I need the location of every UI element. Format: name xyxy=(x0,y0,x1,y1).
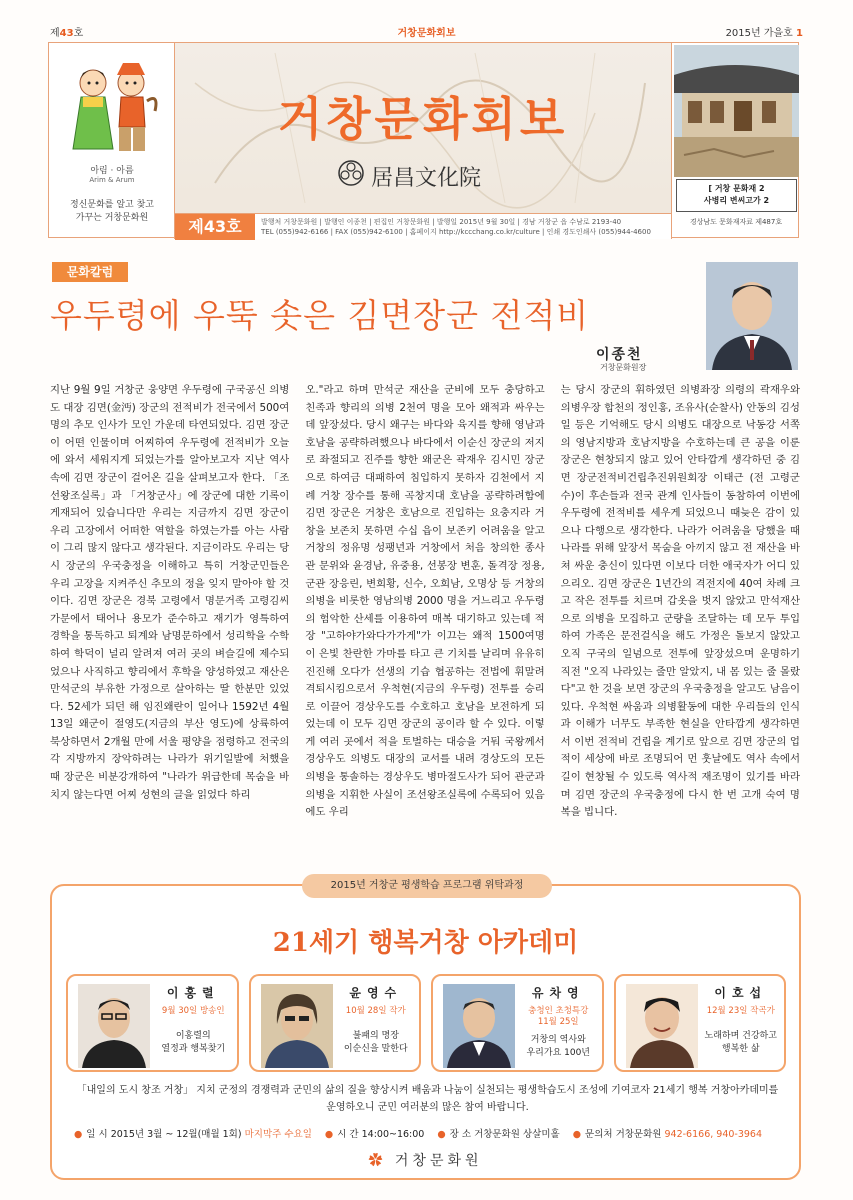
speaker-date: 12월 23일 작곡가 xyxy=(706,1006,775,1016)
speaker-date-line: 11월 25일 xyxy=(537,1017,579,1027)
masthead xyxy=(48,42,799,238)
slogan-line-2: 가꾸는 거창문화원 xyxy=(75,213,149,223)
speaker-list xyxy=(66,974,786,1072)
speaker-name: 이홍렬 xyxy=(166,986,220,1000)
schedule-time xyxy=(325,1129,424,1140)
heritage-designation: 경상남도 문화재자료 제487호 xyxy=(689,218,783,226)
author-role: 거창문화원장 xyxy=(600,363,647,372)
title-panel xyxy=(175,43,671,239)
column-badge: 문화칼럼 xyxy=(52,262,128,282)
speaker-topic xyxy=(337,1030,416,1056)
place-value: 거창문화원 상살미홀 xyxy=(474,1129,560,1140)
speaker-card xyxy=(249,974,422,1072)
bullet-icon: ● xyxy=(572,1129,582,1140)
heritage-photo-panel xyxy=(671,43,800,239)
bullet-icon: ● xyxy=(74,1129,83,1140)
page-number: 1 xyxy=(796,28,803,39)
schedule-contact xyxy=(573,1129,762,1140)
schedule-place xyxy=(437,1129,559,1140)
author-name: 이종천 xyxy=(596,347,643,363)
speaker-photo xyxy=(626,984,698,1068)
time-value: 14:00~16:00 xyxy=(361,1129,425,1140)
heritage-caption-title: 사병리 변씨고가 2 xyxy=(703,196,770,205)
article-column-1: 지난 9월 9일 거창군 웅양면 우두령에 구국공신 의병도 대장 김면(金沔) 장군의 전적비가 전국에서 500여 명의 추모 인사가 모인 가운데 타연되었다. 김면 장군이 어떤 인물이며 어찌하여 우두령에 전적비가 오늘에 와서 세워지게 되었는가를 알아보고자 지난 역사 속에 김면 장군이 걸어온 길을 살펴보고자 한다. 「조선왕조실록」과 「거창군사」에 장군에 대한 기록이 게재되어 있습니다만 우리는 지금까지 김면 장군이 우리 고장에서 어떠한 역할을 하였는가를 아는 사람이 그리 많지 않다고 생각된다. 지금이라도 우리는 당시 장군의 우국충정을 이해하고 특히 거창군민들은 우리 고장을 지켜주신 추모의 정을 잊지 말아야 할 것이다. 김면 장군은 경북 고령에서 명문거족 고령김씨 가문에서 태어나 용모가 준수하고 재기가 영특하여 경학을 통독하고 퇴계와 남명문하에서 성리학을 수학하여 학덕이 널리 알려져 여러 곳의 벼슬길에 제수되었으나 사직하고 향리에서 후학을 양성하였고 재산은 만석군의 부유한 가정으로 살아하는 딸 한분만 있었다. 52세가 되던 해 임진왜란이 일어나 1592년 4월 13일 왜군이 절영도(지금의 부산 영도)에 상륙하여 북상하면서 2개월 만에 서울 평양을 점령하고 전국의 각 지방까지 장악하려는 나라가 위기일발에 처했을 때 장군은 비분강개하여 "나라가 위급한데 목숨을 바치지 않는다면 어찌 성현의 글을 읽었다 하리 xyxy=(50,384,290,801)
season-label: 2015년 가을호 xyxy=(725,28,793,39)
newsletter-title: 거창문화회보 xyxy=(277,92,569,146)
publication-info-strip xyxy=(175,213,671,239)
speaker-date xyxy=(519,1006,598,1028)
speaker-card xyxy=(431,974,604,1072)
speaker-date: 10월 28일 작가 xyxy=(345,1006,406,1016)
speaker-card xyxy=(614,974,787,1072)
speaker-name: 유차영 xyxy=(531,986,585,1000)
contact-label: 문의처 xyxy=(585,1129,613,1140)
academy-announcement xyxy=(50,880,801,1180)
contact-value: 거창문화원 xyxy=(615,1129,662,1140)
when-highlight: 마지막주 수요일 xyxy=(244,1129,312,1140)
article-body xyxy=(50,382,800,858)
speaker-date: 9월 30일 방송인 xyxy=(161,1006,225,1016)
speaker-photo xyxy=(443,984,515,1068)
mascot-illustration xyxy=(59,53,165,163)
speaker-name: 이호섭 xyxy=(714,986,768,1000)
slogan-line-1: 정신문화를 알고 찾고 xyxy=(70,200,154,210)
bullet-icon: ● xyxy=(324,1129,334,1140)
speaker-card xyxy=(66,974,239,1072)
publication-info-line-2: TEL (055)942-6166 | FAX (055)942-6100 | 홈페이지 http://kccchang.co.kr/culture | 인쇄 경도인쇄사 (055)944-4600 xyxy=(261,228,651,236)
speaker-topic-line: 이순신을 말한다 xyxy=(343,1044,408,1054)
heritage-caption-label: [ 거창 문화재 2 xyxy=(708,184,765,193)
article-headline: 우두령에 우뚝 솟은 김면장군 전적비 xyxy=(50,296,590,335)
publication-info xyxy=(261,217,667,237)
speaker-topic-line: 불패의 명장 xyxy=(352,1031,399,1041)
mascot-name-en: Arim & Arum xyxy=(89,176,135,184)
heritage-caption xyxy=(676,179,797,212)
speaker-topic xyxy=(519,1034,598,1060)
academy-footer-text: 거창문화원 xyxy=(394,1153,483,1169)
header-title: 거창문화회보 xyxy=(397,28,456,39)
speaker-topic xyxy=(154,1030,233,1056)
academy-title: 21세기 행복거창 아카데미 xyxy=(272,928,579,958)
speaker-photo xyxy=(261,984,333,1068)
speaker-topic-line: 행복한 삶 xyxy=(721,1044,760,1054)
speaker-topic-line: 거창의 역사와 xyxy=(530,1035,586,1045)
place-label: 장 소 xyxy=(449,1129,472,1140)
speaker-topic xyxy=(702,1030,781,1056)
mascot-panel xyxy=(49,43,175,239)
author-portrait xyxy=(706,262,798,370)
hanja-text: 居昌文化院 xyxy=(371,166,482,191)
traditional-house-photo xyxy=(674,45,799,177)
header-season xyxy=(726,24,803,39)
academy-schedule-info xyxy=(74,1126,781,1140)
academy-description xyxy=(74,1082,781,1116)
when-label: 일 시 xyxy=(86,1129,108,1140)
article-column-2: 오."라고 하며 만석군 재산을 군비에 모두 충당하고 친족과 향리의 의병 2천여 명을 모아 왜적과 싸우는 데 앞장섰다. 당시 왜구는 바다와 육지를 향해 영남과 호남을 공략하려했으나 바다에서 이순신 장군의 저지로 좌절되고 진주를 향한 왜군은 곽재우 김시민 장군으로 하여금 대패하여 침입하지 못하자 김천에서 지례 거창 장수를 통해 곡창지대 호남을 공략하려함에 김면 장군은 거창은 호남으로 진입하는 요충지라 거창을 보존치 못하면 수십 읍이 보존키 어려움을 알고 거창의 정유명 성팽년과 거창에서 처음 창의한 종사관 문위와 윤경남, 유중용, 선봉장 변훈, 돌격장 정용, 군관 장응린, 변희황, 신수, 오희남, 오명상 등 거창의 의병을 비롯한 영남의병 2000 명을 거느리고 우두령의 험악한 산세를 이용하여 매복 대기하고 있는데 적장 "고하야가와다가가게"가 이끄는 왜적 1500여명이 은빛 찬란한 가마를 타고 큰 기치를 날리며 유유히 진진해 오다가 선생의 기습 협공하는 전법에 휘말려 격퇴시킴으로서 우척현(지금의 우두령) 전투를 승리로 이끌어 경상우도를 수호하고 호남을 보전하게 되었는데 이 모두 김면 장군의 공이라 할 수 있다. 이렇게 여러 곳에서 적을 토벌하는 대승을 거둬 국왕께서 경상우도 의병도 대장의 교서를 내려 경상도의 모든 의병을 통솔하는 경상우도 병마절도사가 되어 관군과 의병을 지휘한 사실이 조선왕조실록에 수록되어 있음에도 우리 xyxy=(305,384,545,819)
speaker-date-line: 충청인 초청특강 xyxy=(528,1006,589,1016)
contact-phone: 942-6166, 940-3964 xyxy=(664,1129,763,1140)
time-label: 시 간 xyxy=(337,1129,359,1140)
academy-footer xyxy=(52,1150,799,1170)
bullet-icon: ● xyxy=(437,1129,446,1140)
schedule-when xyxy=(74,1129,312,1140)
speaker-photo xyxy=(78,984,150,1068)
issue-num: 43 xyxy=(59,28,74,39)
mascot-name: 아림 · 아름 xyxy=(90,166,134,176)
article-column-3: 는 당시 장군의 휘하였던 의병좌장 의령의 곽재우와 의병우장 합천의 정인홍, 조유사(순찰사) 안동의 김성일 등은 기억해도 당시 의병도 대장으로 낙동강 서쪽의 영남지방과 호남지방을 수호하는데 큰 공을 이룬 장군은 현창되지 않고 있어 안타깝게 생각하던 중 김면 장군전적비건립추진위원회장 이태근 (전 고령군수)이 후손들과 전국 관계 인사들이 동참하여 이번에 우두령에 전적비를 세우게 되었으니 때늦은 감이 있으나 다행으로 생각한다. 나라가 어려움을 당했을 때 나라를 위해 앞장서 목숨을 아끼지 않고 전 재산을 바쳐 싸운 충신이 있다면 이보다 더한 애국자가 어디 있으리오. 김면 장군은 1년간의 격전지에 40여 차례 크고 작은 전투를 치르며 갑옷을 벗지 않았고 만석재산으로 의병을 모집하고 군량을 조달하는 데 모두 투입하여 가족은 문전걸식을 해도 가정은 돌보지 않았고 오직 구국의 일념으로 전투에 앞장섰으며 운명하기 직전 "오직 나라있는 줄만 알았지, 내 몸 있는 줄 몰랐다"고 한 것을 보면 장군의 우국충정을 알고도 남음이 있다. 우척현 싸움과 의병활동에 대한 우리들의 인식과 이해가 너무도 부족한 현실을 안타깝게 생각하면서 이번 전적비 건립을 계기로 앞으로 김면 장군의 업적이 세상에 바로 조명되어 먼 훗날에도 역사 속에서 길이 현창될 수 있도록 역사적 재조명이 있기를 바라며 김면 장군의 우국충정에 다시 한 번 고개 숙여 명복을 빕니다. xyxy=(560,384,800,819)
issue-suffix: 호 xyxy=(73,28,84,39)
academy-program-label: 2015년 거창군 평생학습 프로그램 위탁과정 xyxy=(302,874,552,898)
speaker-topic-line: 우리가요 100년 xyxy=(526,1048,590,1058)
culture-center-hanja xyxy=(335,161,481,192)
academy-description-line-1: 「내일의 도시 창조 거창」 지치 군정의 경쟁력과 군민의 삶의 질을 향상시켜 배움과 나눔이 실천되는 평생학습도시 조성에 기여코자 21세기 행복 거창아카데미를 xyxy=(76,1085,779,1096)
publication-info-line-1: 발행처 거창문화원 | 발행인 이종천 | 편집인 거창문화원 | 발행일 2015년 9월 30일 | 경남 거창군 읍 수남로 2193-40 xyxy=(261,218,622,226)
academy-description-line-2: 운영하오니 군민 여러분의 많은 참여 바랍니다. xyxy=(326,1102,529,1113)
culture-center-emblem-icon: ✿ xyxy=(368,1153,387,1169)
speaker-topic-line: 노래하며 건강하고 xyxy=(704,1031,777,1041)
speaker-name: 윤영수 xyxy=(349,986,403,1000)
speaker-topic-line: 열정과 행복찾기 xyxy=(161,1044,226,1054)
when-value: 2015년 3월 ~ 12월(매월 1회) xyxy=(110,1129,242,1140)
issue-badge: 제43호 xyxy=(175,214,255,240)
page-header xyxy=(50,22,803,38)
issue-prefix: 제 xyxy=(50,28,60,39)
speaker-topic-line: 이홍렬의 xyxy=(175,1031,211,1041)
slogan xyxy=(49,199,175,225)
